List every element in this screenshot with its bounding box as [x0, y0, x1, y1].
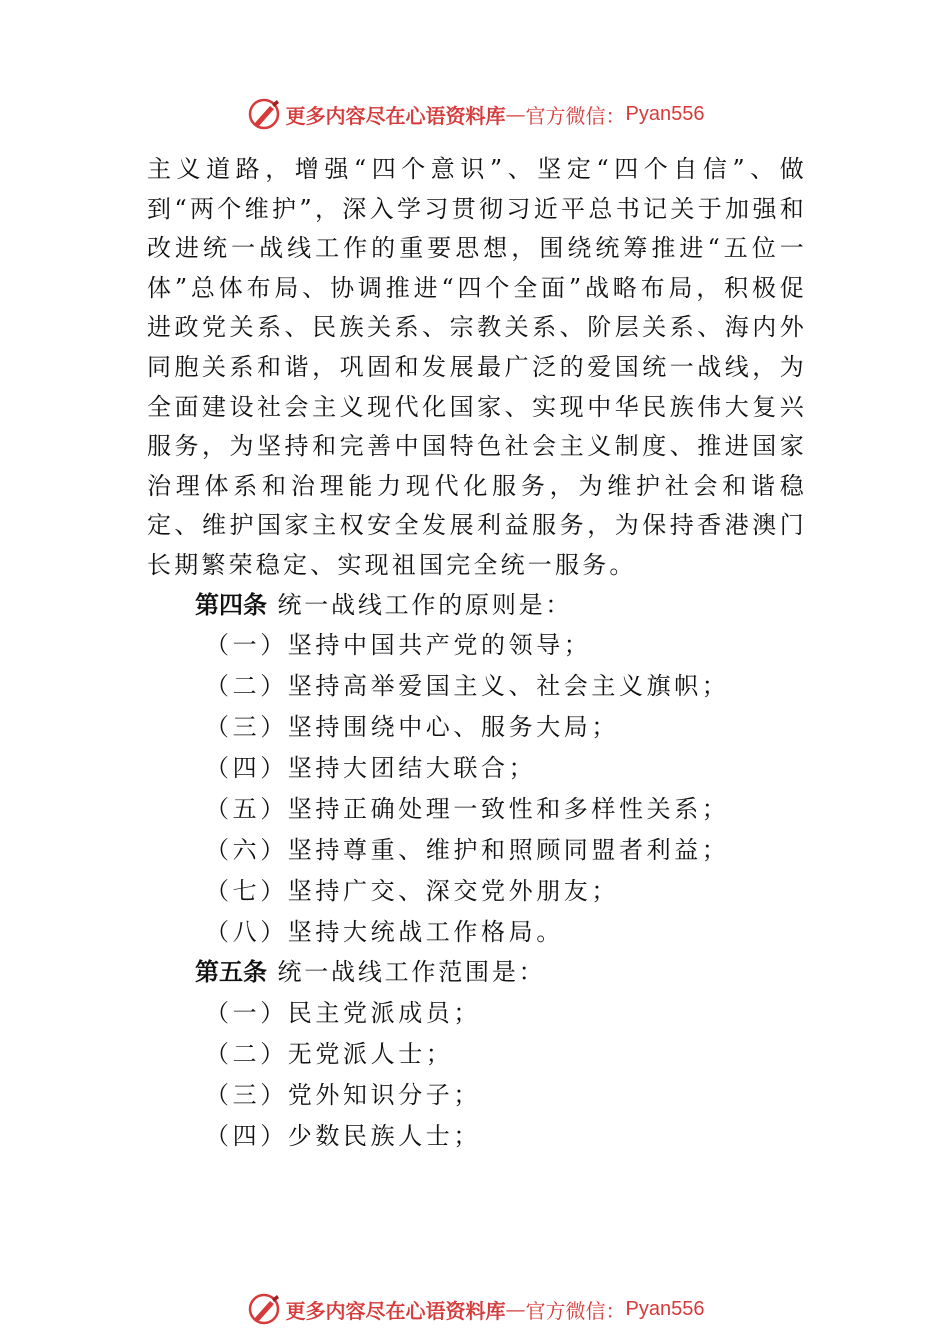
list-item: （七）坚持广交、深交党外朋友； [205, 877, 619, 906]
header-banner [0, 94, 950, 134]
banner-title: 更多内容尽在心语资料库 [285, 1298, 506, 1323]
list-item: （八）坚持大统战工作格局。 [205, 918, 564, 947]
body-paragraph: 主义道路，增强“四个意识”、坚定“四个自信”、做到“两个维护”，深入学习贯彻习近平总书记关于加强和改进统一战线工作的重要思想，围绕统筹推进“五位一体”总体布局、协调推进“四个全面”战略布局，积极促进政党关系、民族关系、宗教关系、阶层关系、海内外同胞关系和谐，巩固和发展最广泛的爱国统一战线，为全面建设社会主义现代化国家、实现中华民族伟大复兴服务，为坚持和完善中国特色社会主义制度、推进国家治理体系和治理能力现代化服务，为维护社会和谐稳定、维护国家主权安全发展利益服务，为保持香港澳门长期繁荣稳定、实现祖国完全统一服务。 [147, 155, 807, 579]
banner-title: 更多内容尽在心语资料库 [285, 103, 506, 128]
list-item: （一）民主党派成员； [205, 998, 481, 1027]
banner-dash: — [505, 102, 526, 126]
article-number: 第四条 [195, 590, 267, 619]
article-4-heading [147, 586, 807, 626]
article-title: 统一战线工作范围是： [277, 958, 546, 987]
list-item: （四）少数民族人士； [205, 1121, 481, 1150]
list-item: （三）坚持围绕中心、服务大局； [205, 713, 619, 742]
banner-wechat-id: Pyan556 [625, 1297, 705, 1320]
list-item: （三）党外知识分子； [205, 1080, 481, 1109]
article-5-heading [147, 953, 807, 993]
document-body [147, 150, 807, 1157]
article-number: 第五条 [195, 958, 267, 987]
list-item: （五）坚持正确处理一致性和多样性关系； [205, 795, 730, 824]
list-item: （一）坚持中国共产党的领导； [205, 631, 592, 660]
list-item: （二）坚持高举爱国主义、社会主义旗帜； [205, 672, 730, 701]
banner-wechat-label: 官方微信： [525, 1298, 626, 1323]
banner-dash: — [505, 1297, 526, 1321]
list-item: （四）坚持大团结大联合； [205, 754, 537, 783]
banner-wechat-id: Pyan556 [625, 102, 705, 125]
pen-logo-icon [246, 96, 282, 132]
article-title: 统一战线工作的原则是： [277, 590, 573, 619]
banner-wechat-label: 官方微信： [525, 103, 626, 128]
pen-logo-icon [246, 1291, 282, 1327]
list-item: （二）无党派人士； [205, 1039, 454, 1068]
article-4-list [147, 625, 807, 953]
footer-banner [0, 1289, 950, 1329]
article-5-list [147, 993, 807, 1157]
list-item: （六）坚持尊重、维护和照顾同盟者利益； [205, 836, 730, 865]
